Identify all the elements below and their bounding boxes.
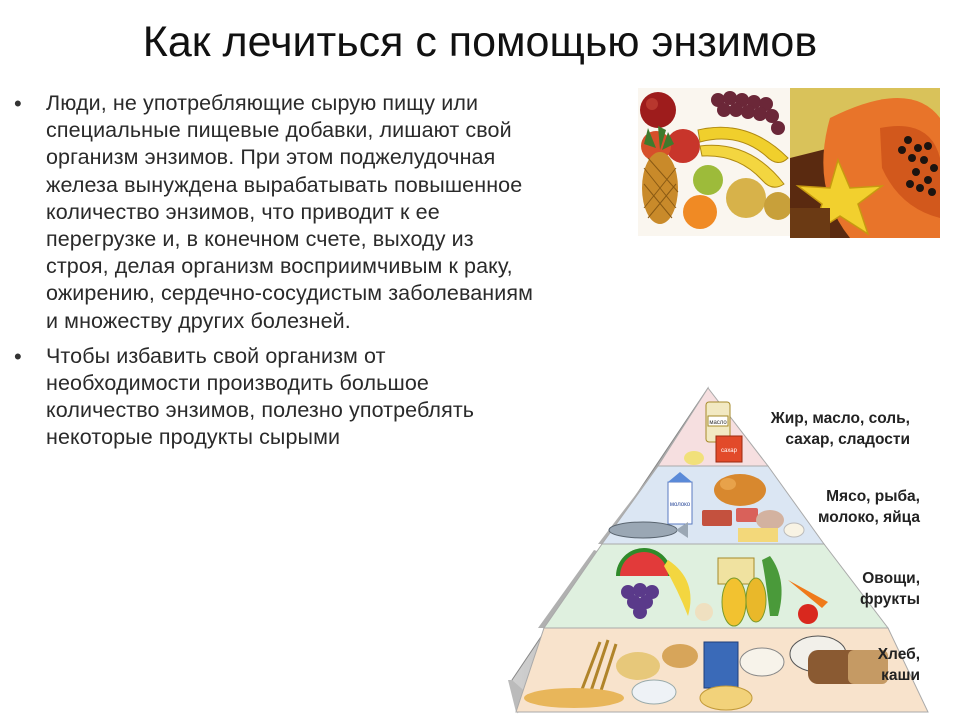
bullet-glyph: • [14,91,22,116]
tier-label-produce [760,568,920,610]
bullet-item [8,343,533,452]
tier-label-line: каши [881,667,920,684]
sugar-label: сахар [721,448,737,454]
bullet-glyph: • [14,343,22,369]
papaya-starfruit-illustration [790,88,940,238]
tier-label-line: сахар, сладости [785,431,910,448]
tier-label-line: Хлеб, [877,646,920,663]
fruits-illustration [638,88,790,236]
bullet-text: Чтобы избавить свой организм от необходимости производить большое количество энзимов, полезно употреблять некоторые продукты сырыми [46,343,475,450]
tier-label-line: Жир, масло, соль, [770,410,910,427]
bullet-text: Люди, не употребляющие сырую пищу или специальные пищевые добавки, лишают свой организм энзимов. При этом поджелудочная железа вынуждена вырабатывать повышенное количество энзимов, что приводит к ее перегрузке и, в конечном счете, выходу из строя, делая организм восприимчивым к раку, ожирению, сердечно-сосудистым заболеваниям и множеству других болезней. [46,91,533,333]
bullet-item [8,90,533,335]
tier-label-fats [700,408,910,450]
milk-label: молоко [669,502,691,508]
oil-label: масло [709,420,727,426]
exotic-fruits-photo [790,88,940,238]
tier-label-grains [790,644,920,686]
fruits-photo [638,88,790,236]
tier-label-protein [690,486,920,528]
tier-label-line: Овощи, [862,570,920,587]
bullet-list [8,90,533,460]
tier-label-line: фрукты [859,591,920,608]
tier-label-line: Мясо, рыба, [826,488,920,505]
slide-title: Как лечиться с помощью энзимов [142,18,818,66]
tier-label-line: молоко, яйца [818,509,920,526]
